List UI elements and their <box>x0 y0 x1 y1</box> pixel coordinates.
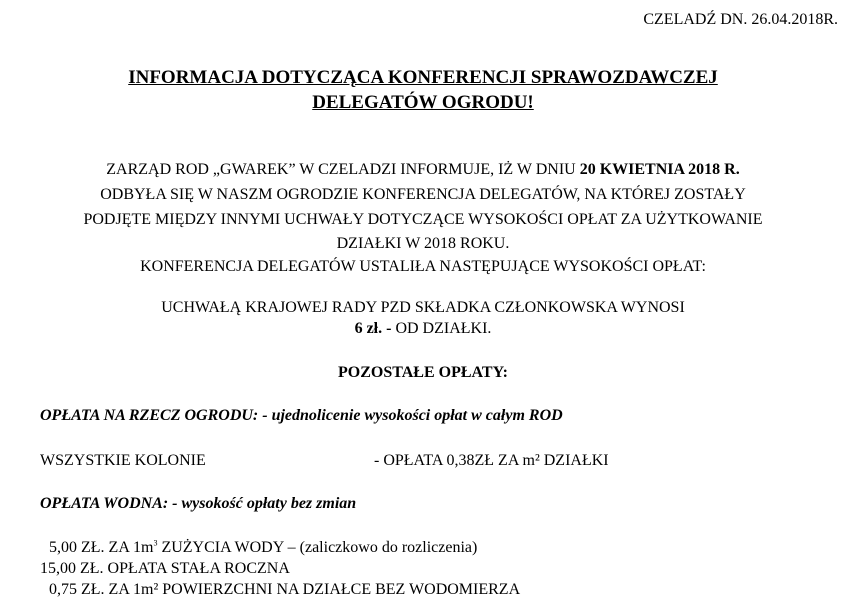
intro-line4: DZIAŁKI W 2018 ROKU. <box>336 235 510 252</box>
skladka-line2 <box>0 319 846 338</box>
intro-line2: ODBYŁA SIĘ W NASZM OGRODZIE KONFERENCJA DELEGATÓW, NA KTÓREJ ZOSTAŁY <box>100 186 746 203</box>
oplata-wodna-item3: 0,75 ZŁ. ZA 1m² POWIERZCHNI NA DZIAŁCE BEZ WODOMIERZA <box>49 581 521 598</box>
oplata-ogrod-value: - OPŁATA 0,38ZŁ ZA m² DZIAŁKI <box>374 452 609 469</box>
oplata-ogrod-label: WSZYSTKIE KOLONIE <box>40 452 206 469</box>
intro-line5: KONFERENCJA DELEGATÓW USTALIŁA NASTĘPUJĄCE WYSOKOŚCI OPŁAT: <box>140 258 706 275</box>
oplata-wodna-item1 <box>49 538 477 557</box>
cubic-superscript: 3 <box>153 538 158 548</box>
intro-line1-text: ZARZĄD ROD „GWAREK” W CZELADZI INFORMUJE, IŻ W DNIU <box>106 161 580 178</box>
intro-line3: PODJĘTE MIĘDZY INNYMI UCHWAŁY DOTYCZĄCE WYSOKOŚCI OPŁAT ZA UŻYTKOWANIE <box>83 211 763 228</box>
skladka-amount: 6 zł. - <box>354 320 392 337</box>
oplata-wodna-heading: OPŁATA WODNA: - wysokość opłaty bez zmian <box>40 495 357 512</box>
meeting-date: 20 KWIETNIA 2018 R. <box>579 161 740 178</box>
page-title-line2: DELEGATÓW OGRODU! <box>312 92 534 113</box>
item1-desc: ZUŻYCIA WODY – (zaliczkowo do rozliczenia) <box>157 539 478 556</box>
item1-amount: 5,00 ZŁ. ZA 1m <box>49 539 154 556</box>
skladka-line1: UCHWAŁĄ KRAJOWEJ RADY PZD SKŁADKA CZŁONKOWSKA WYNOSI <box>161 299 685 316</box>
oplata-wodna-item2: 15,00 ZŁ. OPŁATA STAŁA ROCZNA <box>40 560 290 577</box>
date-line: CZELADŹ DN. 26.04.2018R. <box>643 11 838 28</box>
pozostale-heading: POZOSTAŁE OPŁATY: <box>338 364 508 381</box>
page-title-line1: INFORMACJA DOTYCZĄCA KONFERENCJI SPRAWOZDAWCZEJ <box>128 67 718 88</box>
skladka-rest: OD DZIAŁKI. <box>391 320 492 337</box>
oplata-ogrod-heading: OPŁATA NA RZECZ OGRODU: - ujednolicenie wysokości opłat w całym ROD <box>40 407 563 424</box>
intro-line1 <box>0 160 846 179</box>
